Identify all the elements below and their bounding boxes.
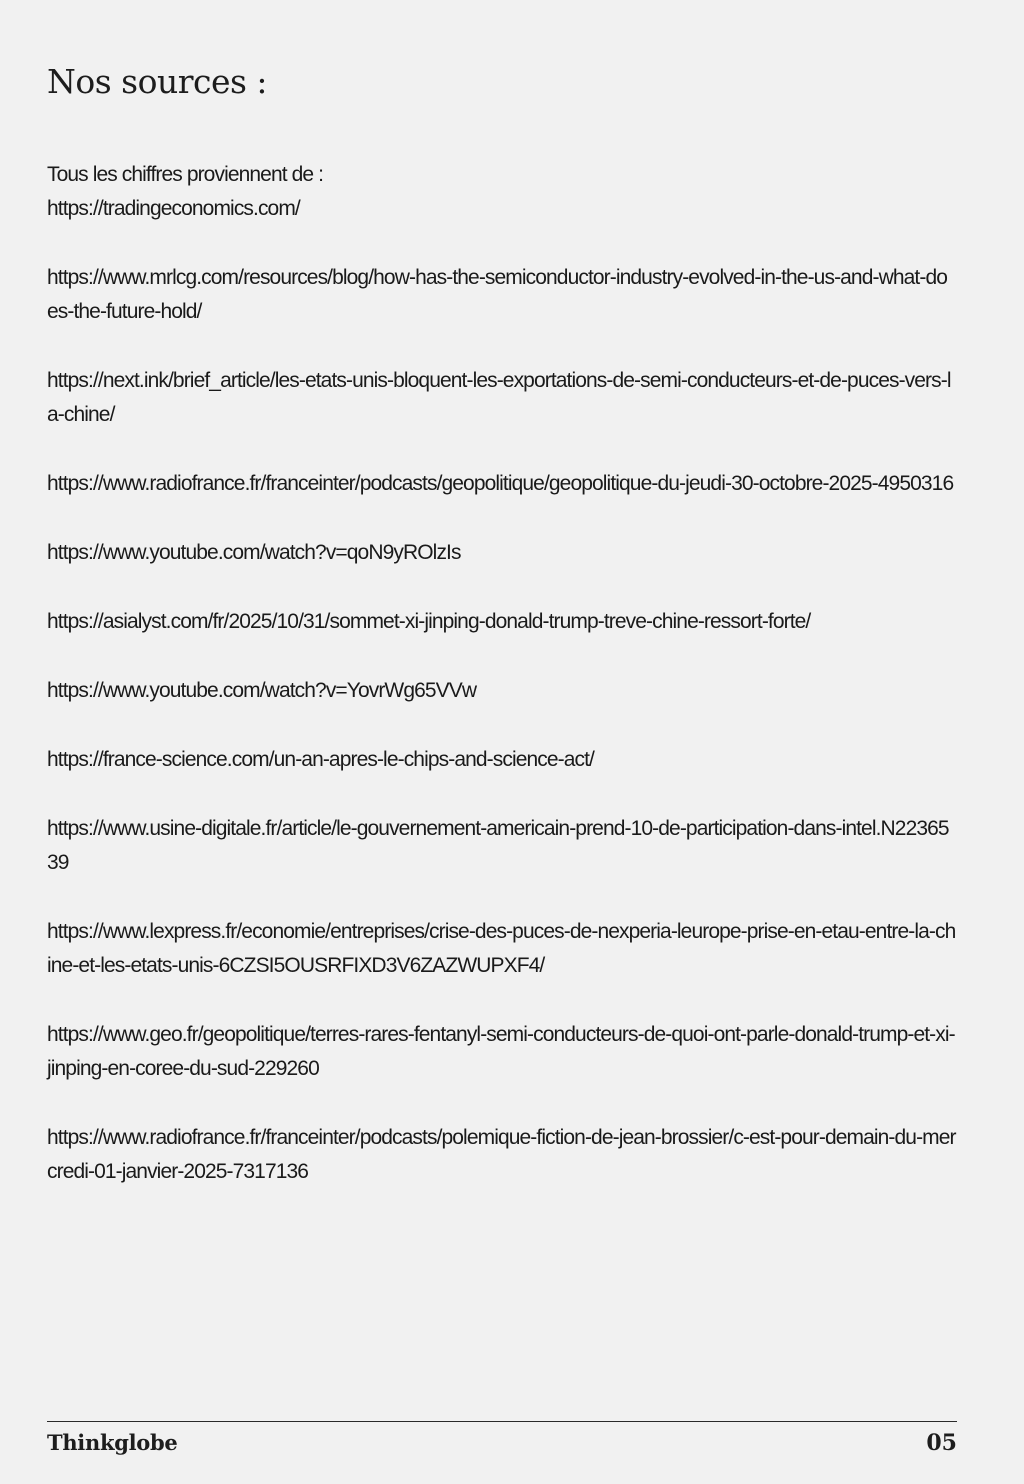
- footer-brand: Thinkglobe: [47, 1430, 178, 1455]
- source-link[interactable]: https://www.radiofrance.fr/franceinter/podcasts/polemique-fiction-de-jean-brossier/c-est-pour-demain-du-mercredi-01-janvier-2025-7317136: [47, 1126, 956, 1183]
- page-number: 05: [926, 1430, 957, 1456]
- source-link[interactable]: https://www.youtube.com/watch?v=qoN9yROlzIs: [47, 541, 461, 564]
- source-link[interactable]: https://next.ink/brief_article/les-etats-unis-bloquent-les-exportations-de-semi-conducteurs-et-de-puces-vers-la-chine/: [47, 369, 951, 426]
- source-link[interactable]: https://www.radiofrance.fr/franceinter/podcasts/geopolitique/geopolitique-du-jeudi-30-octobre-2025-4950316: [47, 472, 954, 495]
- source-link[interactable]: https://www.geo.fr/geopolitique/terres-rares-fentanyl-semi-conducteurs-de-quoi-ont-parle-donald-trump-et-xi-jinping-en-coree-du-sud-229260: [47, 1023, 955, 1080]
- source-list: [47, 261, 957, 1189]
- page-title: Nos sources :: [47, 62, 268, 101]
- source-link[interactable]: https://france-science.com/un-an-apres-le-chips-and-science-act/: [47, 748, 594, 771]
- intro-block: [47, 158, 957, 226]
- list-item: [47, 674, 957, 708]
- list-item: [47, 467, 957, 501]
- list-item: [47, 743, 957, 777]
- source-link[interactable]: https://asialyst.com/fr/2025/10/31/sommet-xi-jinping-donald-trump-treve-chine-ressort-forte/: [47, 610, 811, 633]
- list-item: [47, 1018, 957, 1086]
- list-item: [47, 261, 957, 329]
- list-item: [47, 915, 957, 983]
- source-link[interactable]: https://www.youtube.com/watch?v=YovrWg65VVw: [47, 679, 477, 702]
- source-link[interactable]: https://www.usine-digitale.fr/article/le-gouvernement-americain-prend-10-de-participation-dans-intel.N2236539: [47, 817, 949, 874]
- list-item: [47, 812, 957, 880]
- list-item: [47, 605, 957, 639]
- source-link[interactable]: https://www.mrlcg.com/resources/blog/how-has-the-semiconductor-industry-evolved-in-the-us-and-what-does-the-future-hold/: [47, 266, 947, 323]
- list-item: [47, 364, 957, 432]
- list-item: [47, 536, 957, 570]
- list-item: [47, 1121, 957, 1189]
- sources-content: [47, 158, 957, 1224]
- footer-divider: [47, 1421, 957, 1422]
- intro-label: Tous les chiffres proviennent de :: [47, 163, 324, 186]
- intro-source-link[interactable]: https://tradingeconomics.com/: [47, 197, 300, 220]
- source-link[interactable]: https://www.lexpress.fr/economie/entreprises/crise-des-puces-de-nexperia-leurope-prise-en-etau-entre-la-chine-et-les-etats-unis-6CZSI5OUSRFIXD3V6ZAZWUPXF4/: [47, 920, 956, 977]
